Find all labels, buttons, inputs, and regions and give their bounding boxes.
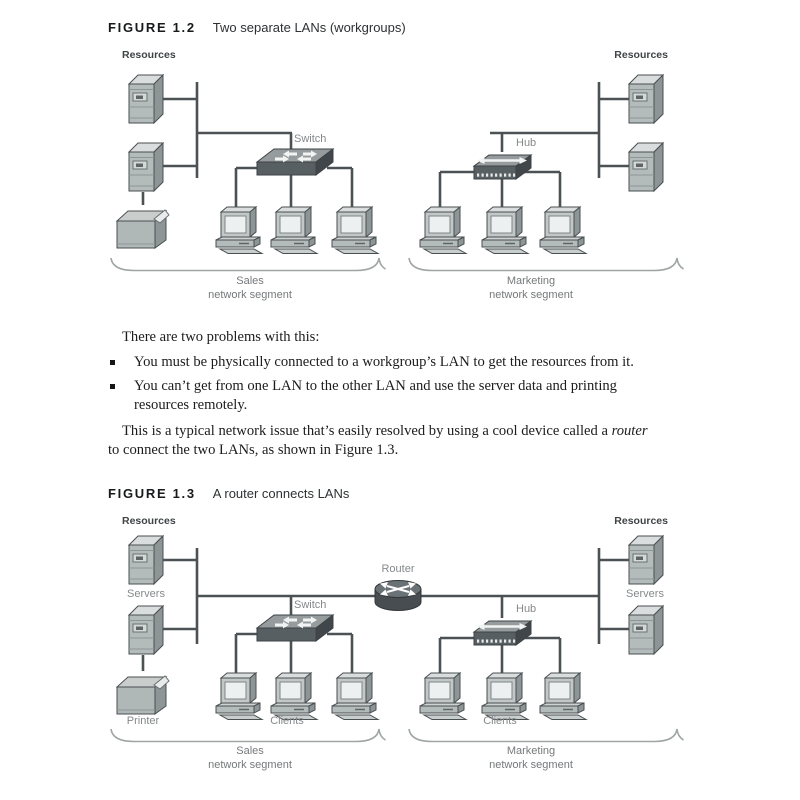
figure-number: FIGURE 1.3 xyxy=(108,486,196,501)
paragraph-text: This is a typical network issue that’s easily resolved by using a cool device called a xyxy=(122,423,612,439)
resources-label: Resources xyxy=(122,515,176,527)
segment-brace xyxy=(111,729,386,742)
client-icon xyxy=(271,673,317,720)
switch-icon xyxy=(257,615,333,641)
bullet-item xyxy=(108,353,674,372)
hub-label: Hub xyxy=(516,137,537,149)
client-icon xyxy=(482,207,528,254)
body-text xyxy=(108,328,674,460)
client-icon xyxy=(216,207,262,254)
printer-icon xyxy=(117,210,169,248)
sales-lan xyxy=(111,515,386,771)
server-icon xyxy=(629,75,663,123)
resources-label: Resources xyxy=(122,49,176,61)
server-icon xyxy=(129,606,163,654)
marketing-lan xyxy=(409,49,684,301)
sales-lan xyxy=(111,49,386,301)
bullet-marker xyxy=(110,384,115,389)
segment-name: Marketing xyxy=(506,745,556,757)
client-icon xyxy=(420,207,466,254)
bullet-marker xyxy=(110,360,115,365)
resources-label: Resources xyxy=(614,49,668,61)
segment-name: Sales xyxy=(236,745,264,757)
marketing-lan xyxy=(409,515,684,771)
segment-brace xyxy=(409,729,684,742)
segment-brace xyxy=(111,258,386,271)
server-icon xyxy=(129,75,163,123)
resources-label: Resources xyxy=(614,515,668,527)
server-icon xyxy=(629,143,663,191)
switch-icon xyxy=(257,149,333,175)
client-icon xyxy=(216,673,262,720)
segment-sub: network segment xyxy=(489,289,573,301)
switch-label: Switch xyxy=(294,599,327,611)
figure-1-2-diagram xyxy=(0,46,800,312)
segment-sub: network segment xyxy=(489,759,573,771)
figure-title: Two separate LANs (workgroups) xyxy=(212,20,406,35)
server-icon xyxy=(129,143,163,191)
printer-icon xyxy=(117,676,169,714)
router-icon xyxy=(375,581,421,611)
server-icon xyxy=(629,536,663,584)
servers-label: Servers xyxy=(626,588,664,600)
hub-icon xyxy=(474,621,531,645)
clients-label: Clients xyxy=(270,715,304,727)
segment-name: Marketing xyxy=(506,275,556,287)
figure-1-3-caption xyxy=(108,486,349,501)
segment-sub: network segment xyxy=(208,759,292,771)
italic-term: router xyxy=(611,423,648,439)
segment-name: Sales xyxy=(236,275,264,287)
closing-paragraph xyxy=(108,422,674,460)
bullet-text: You can’t get from one LAN to the other LAN and use the server data and printing resources remotely. xyxy=(134,378,617,413)
hub-icon xyxy=(474,155,531,179)
client-icon xyxy=(482,673,528,720)
switch-label: Switch xyxy=(294,133,327,145)
client-icon xyxy=(332,673,378,720)
router-label: Router xyxy=(381,563,415,575)
segment-brace xyxy=(409,258,684,271)
bullet-text: You must be physically connected to a workgroup’s LAN to get the resources from it. xyxy=(134,354,634,370)
figure-title: A router connects LANs xyxy=(212,486,350,501)
server-icon xyxy=(629,606,663,654)
client-icon xyxy=(420,673,466,720)
printer-label: Printer xyxy=(126,715,160,727)
segment-sub: network segment xyxy=(208,289,292,301)
client-icon xyxy=(540,207,586,254)
figure-number: FIGURE 1.2 xyxy=(108,20,196,35)
paragraph-text: to connect the two LANs, as shown in Figure 1.3. xyxy=(108,442,399,458)
client-icon xyxy=(540,673,586,720)
hub-label: Hub xyxy=(516,603,537,615)
figure-1-2-caption xyxy=(108,20,406,35)
client-icon xyxy=(271,207,317,254)
intro-paragraph: There are two problems with this: xyxy=(122,329,320,345)
clients-label: Clients xyxy=(483,715,517,727)
bullet-item xyxy=(108,377,674,415)
figure-1-3-diagram xyxy=(0,508,800,778)
servers-label: Servers xyxy=(127,588,165,600)
server-icon xyxy=(129,536,163,584)
client-icon xyxy=(332,207,378,254)
